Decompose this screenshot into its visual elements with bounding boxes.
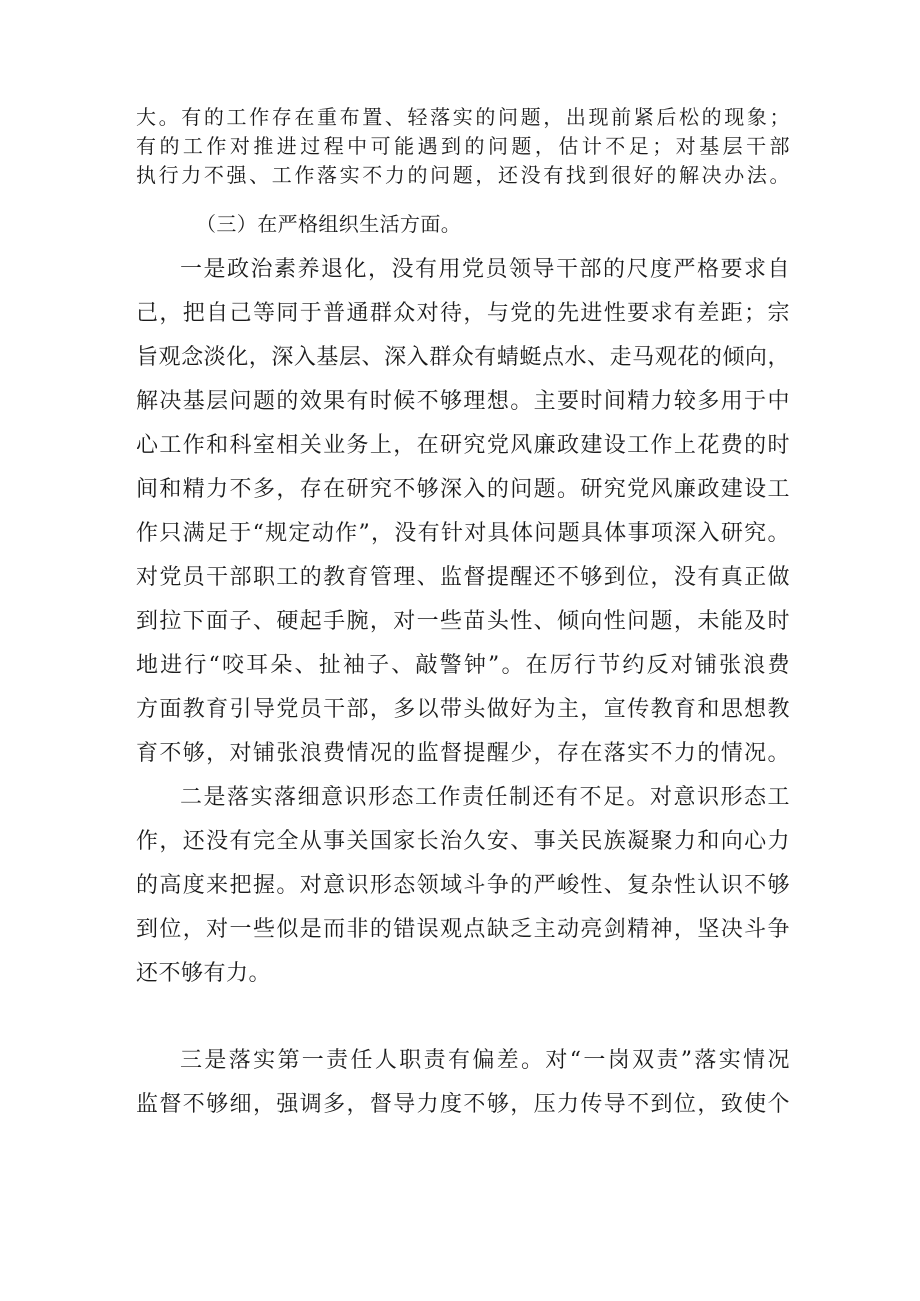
intro-line-1: 大。有的工作存在重布置、轻落实的问题，出现前紧后松的现象；: [136, 105, 790, 129]
paragraph1-line-12: 育不够，对铺张浪费情况的监督提醒少，存在落实不力的情况。: [136, 741, 790, 766]
paragraph1-line-3: 旨观念淡化，深入基层、深入群众有蜻蜓点水、走马观花的倾向，: [136, 345, 790, 370]
paragraph1-line-6: 间和精力不多，存在研究不够深入的问题。研究党风廉政建设工: [136, 477, 790, 502]
paragraph1-line-7: 作只满足于“规定动作”，没有针对具体问题具体事项深入研究。: [136, 521, 790, 546]
paragraph2-line-1: 二是落实落细意识形态工作责任制还有不足。对意识形态工: [180, 785, 790, 810]
intro-line-2: 有的工作对推进过程中可能遇到的问题，估计不足；对基层干部: [136, 134, 790, 158]
paragraph2-line-5: 还不够有力。: [136, 961, 272, 986]
paragraph2-line-2: 作，还没有完全从事关国家长治久安、事关民族凝聚力和向心力: [136, 829, 790, 854]
paragraph2-line-3: 的高度来把握。对意识形态领域斗争的严峻性、复杂性认识不够: [136, 873, 790, 898]
paragraph1-line-11: 方面教育引导党员干部，多以带头做好为主，宣传教育和思想教: [136, 697, 790, 722]
paragraph1-line-8: 对党员干部职工的教育管理、监督提醒还不够到位，没有真正做: [136, 565, 790, 590]
paragraph3-line-1: 三是落实第一责任人职责有偏差。对“一岗双责”落实情况: [180, 1048, 790, 1073]
paragraph1-line-9: 到拉下面子、硬起手腕，对一些苗头性、倾向性问题，未能及时: [136, 609, 790, 634]
paragraph1-line-10: 地进行“咬耳朵、扯袖子、敲警钟”。在厉行节约反对铺张浪费: [136, 653, 790, 678]
paragraph3-line-2: 监督不够细，强调多，督导力度不够，压力传导不到位，致使个: [136, 1092, 790, 1117]
paragraph2-line-4: 到位，对一些似是而非的错误观点缺乏主动亮剑精神，坚决斗争: [136, 917, 790, 942]
paragraph1-line-4: 解决基层问题的效果有时候不够理想。主要时间精力较多用于中: [136, 389, 790, 414]
paragraph1-line-1: 一是政治素养退化，没有用党员领导干部的尺度严格要求自: [180, 257, 790, 282]
section-heading: （三）在严格组织生活方面。: [196, 212, 462, 236]
intro-line-3: 执行力不强、工作落实不力的问题，还没有找到很好的解决办法。: [136, 163, 790, 187]
paragraph1-line-2: 己，把自己等同于普通群众对待，与党的先进性要求有差距；宗: [136, 301, 790, 326]
paragraph1-line-5: 心工作和科室相关业务上，在研究党风廉政建设工作上花费的时: [136, 433, 790, 458]
